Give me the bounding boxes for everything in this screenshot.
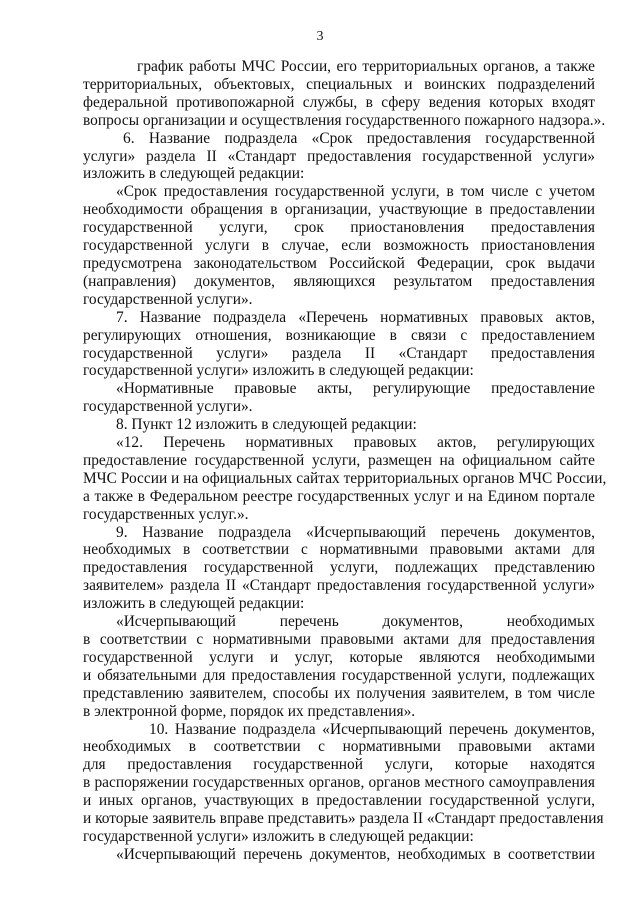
text-line: «Нормативные правовые акты, регулирующие предоставление [116,380,595,398]
text-line: МЧС России и на официальных сайтах территориальных органов МЧС России, [83,469,607,487]
text-line: федеральной противопожарной службы, в сферу ведения которых входят [83,93,595,111]
text-line: представлению заявителем, способы их получения заявителем, в том числе [83,684,595,702]
text-line: государственной услуги и услуг, которые являются необходимыми [83,648,595,666]
text-line: изложить в следующей редакции: [83,165,305,183]
text-line: государственной услуги» изложить в следующей редакции: [83,827,474,845]
text-line: «Исчерпывающий перечень документов, необходимых [116,613,595,631]
text-line: а также в Федеральном реестре государственных услуг и на Едином портале [83,487,595,505]
text-line: государственной услуги, срок приостановления предоставления [83,219,595,237]
text-line: государственной услуги». [83,398,253,416]
text-line: необходимости обращения в организации, участвующие в предоставлении [83,201,595,219]
text-line: и иных органов, участвующих в предоставлении государственной услуги, [83,792,595,810]
text-line: 6. Название подраздела «Срок предоставления государственной [123,129,595,147]
text-line: «12. Перечень нормативных правовых актов, регулирующих [116,434,595,452]
text-line: государственной услуги» изложить в следующей редакции: [83,362,474,380]
text-line: и обязательными для предоставления государственной услуги, подлежащих [83,666,595,684]
text-line: изложить в следующей редакции: [83,595,305,613]
text-line: 8. Пункт 12 изложить в следующей редакции: [116,416,417,434]
text-line: 7. Название подраздела «Перечень нормативных правовых актов, [116,308,595,326]
text-line: необходимых в соответствии с нормативными правовыми актами для [83,541,595,559]
text-line: услуги» раздела II «Стандарт предоставления государственной услуги» [83,147,595,165]
text-line: 10. Название подраздела «Исчерпывающий перечень документов, [149,720,595,738]
text-line: территориальных, объектовых, специальных и воинских подразделений [83,75,595,93]
text-line: вопросы организации и осуществления государственного пожарного надзора.». [83,111,606,129]
text-line: предусмотрена законодательством Российской Федерации, срок выдачи [83,254,595,272]
text-line: и которые заявитель вправе представить» раздела II «Стандарт предоставления [83,810,604,828]
text-line: «Исчерпывающий перечень документов, необходимых в соответствии [116,845,595,863]
text-line: государственной услуги» раздела II «Стандарт предоставления [83,344,595,362]
text-line: государственной услуги в случае, если возможность приостановления [83,237,595,255]
text-line: график работы МЧС России, его территориальных органов, а также [137,58,595,75]
text-line: в электронной форме, порядок их представления». [83,702,416,720]
text-line: 9. Название подраздела «Исчерпывающий перечень документов, [116,523,595,541]
document-body [83,58,607,864]
text-line: «Срок предоставления государственной услуги, в том числе с учетом [116,183,595,201]
text-line: необходимых в соответствии с нормативными правовыми актами [83,738,595,756]
text-line: предоставления государственной услуги, подлежащих представлению [83,559,595,577]
page-number: 3 [316,29,324,44]
text-line: заявителем» раздела II «Стандарт предоставления государственной услуги» [83,577,595,595]
text-line: государственной услуги». [83,290,253,308]
text-line: государственных услуг.». [83,505,249,523]
text-line: для предоставления государственной услуги, которые находятся [83,756,595,774]
text-line: в соответствии с нормативными правовыми актами для предоставления [83,631,595,648]
text-line: в распоряжении государственных органов, органов местного самоуправления [83,774,595,792]
text-line: регулирующих отношения, возникающие в связи с предоставлением [83,326,595,344]
text-line: (направления) документов, являющихся результатом предоставления [83,272,595,290]
text-line: предоставление государственной услуги, размещен на официальном сайте [83,451,595,469]
